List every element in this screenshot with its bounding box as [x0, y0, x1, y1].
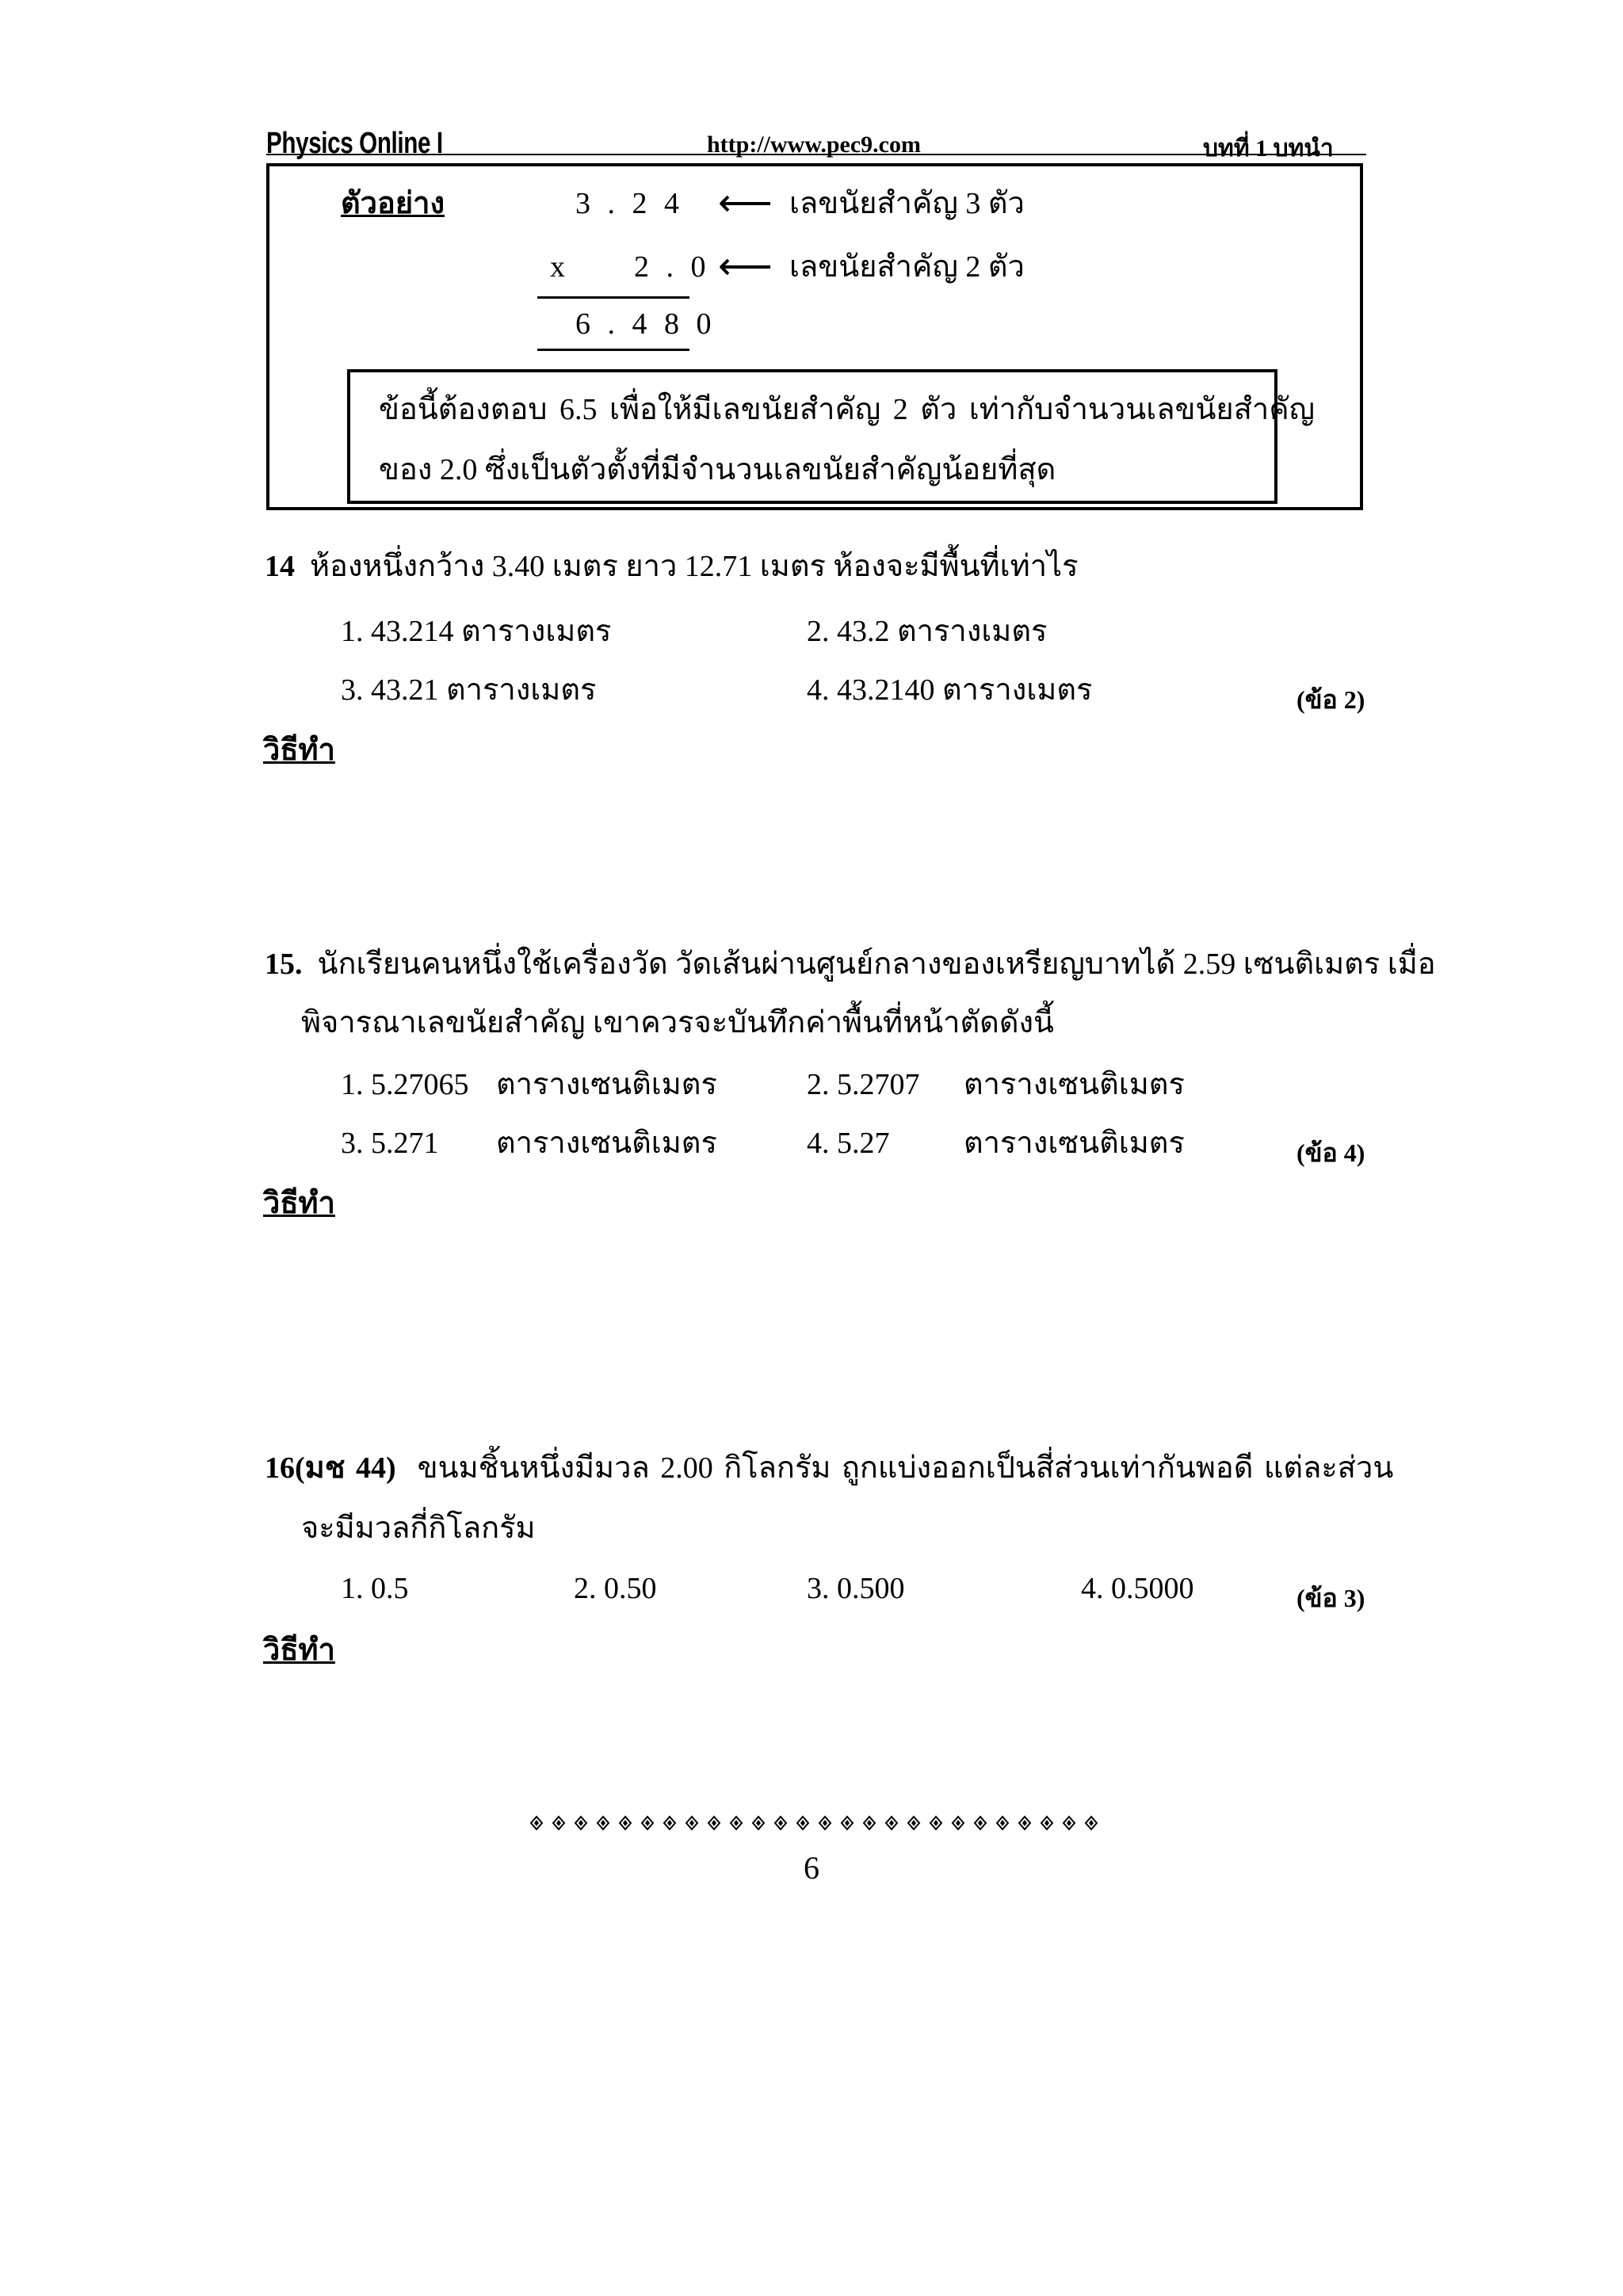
solution-label: วิธีทำ [263, 734, 335, 767]
question-number: 16(มช 44) [265, 1451, 396, 1485]
explanation-line-2: ของ 2.0 ซึ่งเป็นตัวตั้งที่มีจำนวนเลขนัยสำคัญน้อยที่สุด [379, 453, 1056, 486]
solution-label: วิธีทำ [263, 1187, 335, 1220]
ornament-diamond [775, 1817, 786, 1829]
question-text: นักเรียนคนหนึ่งใช้เครื่องวัด วัดเส้นผ่านศูนย์กลางของเหรียญบาทได้ 2.59 เซนติเมตร เมื่อ [317, 948, 1436, 981]
question-text-continued: จะมีมวลกี่กิโลกรัม [301, 1512, 536, 1545]
ornament-diamond [886, 1817, 897, 1829]
option-3: 3. 43.21 ตารางเมตร [341, 673, 597, 707]
left-arrow-icon: ⟵ [718, 181, 773, 225]
ornament-diamond [708, 1817, 720, 1829]
option-1-value: 1. 5.27065 [341, 1068, 469, 1101]
solution-label: วิธีทำ [263, 1634, 335, 1667]
calc-underline-bottom [537, 349, 689, 351]
question-16 [265, 1453, 1393, 1483]
option-4-unit: ตารางเซนติเมตร [964, 1127, 1185, 1160]
multiplicand: 3 . 2 4 [575, 187, 684, 220]
ornament-diamond [531, 1817, 542, 1829]
calc-underline-top [537, 296, 689, 299]
option-1-unit: ตารางเซนติเมตร [496, 1068, 717, 1101]
option-1: 1. 43.214 ตารางเมตร [341, 615, 612, 648]
ornament-diamond [953, 1817, 964, 1829]
question-number: 15. [265, 948, 303, 981]
option-2-unit: ตารางเซนติเมตร [964, 1068, 1185, 1101]
ornament-diamond [975, 1817, 986, 1829]
page-number: 6 [804, 1850, 819, 1886]
option-4: 4. 0.5000 [1081, 1572, 1194, 1605]
ornament-diamond [575, 1817, 586, 1829]
answer-key: (ข้อ 2) [1296, 685, 1365, 714]
ornament-diamond [598, 1817, 609, 1829]
option-4-value: 4. 5.27 [807, 1127, 890, 1160]
footer-ornament [526, 1814, 1106, 1832]
option-3-unit: ตารางเซนติเมตร [496, 1127, 717, 1160]
ornament-diamond [664, 1817, 675, 1829]
ornament-diamond [753, 1817, 764, 1829]
multiply-sign: x [550, 250, 565, 284]
option-3-value: 3. 5.271 [341, 1127, 439, 1160]
ornament-diamond [930, 1817, 941, 1829]
multiplier: 2 . 0 [634, 250, 711, 284]
ornament-diamond [1041, 1817, 1052, 1829]
ornament-diamond [553, 1817, 564, 1829]
ornament-diamond [1064, 1817, 1075, 1829]
ornament-diamond [731, 1817, 742, 1829]
question-text-continued: พิจารณาเลขนัยสำคัญ เขาควรจะบันทึกค่าพื้นที่หน้าตัดดังนี้ [301, 1006, 1055, 1039]
question-number: 14 [265, 550, 295, 583]
question-text: ห้องหนึ่งกว้าง 3.40 เมตร ยาว 12.71 เมตร ห้องจะมีพื้นที่เท่าไร [310, 550, 1079, 583]
sigfig-note-1: เลขนัยสำคัญ 3 ตัว [789, 187, 1025, 220]
ornament-diamond [842, 1817, 853, 1829]
header-chapter: บทที่ 1 บทนำ [1203, 135, 1334, 162]
header-rule [266, 154, 1366, 155]
option-3: 3. 0.500 [807, 1572, 905, 1605]
sigfig-note-2: เลขนัยสำคัญ 2 ตัว [789, 250, 1025, 284]
ornament-diamond [819, 1817, 831, 1829]
question-15 [265, 949, 1436, 979]
option-2-value: 2. 5.2707 [807, 1068, 920, 1101]
option-2: 2. 0.50 [574, 1572, 657, 1605]
ornament-diamond [908, 1817, 919, 1829]
left-arrow-icon: ⟵ [718, 244, 773, 288]
header-url: http://www.pec9.com [707, 132, 921, 158]
question-text: ขนมชิ้นหนึ่งมีมวล 2.00 กิโลกรัม ถูกแบ่งออกเป็นสี่ส่วนเท่ากันพอดี แต่ละส่วน [417, 1451, 1394, 1485]
ornament-diamond [1086, 1817, 1097, 1829]
header-title: Physics Online I [266, 127, 443, 160]
ornament-diamond [620, 1817, 631, 1829]
answer-key: (ข้อ 4) [1296, 1138, 1365, 1167]
product: 6 . 4 8 0 [575, 307, 716, 341]
explanation-line-1: ข้อนี้ต้องตอบ 6.5 เพื่อให้มีเลขนัยสำคัญ 2 ตัว เท่ากับจำนวนเลขนัยสำคัญ [379, 393, 1316, 426]
ornament-diamond [864, 1817, 875, 1829]
ornament-diamond [1019, 1817, 1030, 1829]
option-1: 1. 0.5 [341, 1572, 409, 1605]
answer-key: (ข้อ 3) [1296, 1584, 1365, 1612]
ornament-diamond [997, 1817, 1008, 1829]
option-4: 4. 43.2140 ตารางเมตร [807, 673, 1093, 707]
question-14 [265, 551, 1079, 582]
ornament-diamond [642, 1817, 653, 1829]
option-2: 2. 43.2 ตารางเมตร [807, 615, 1048, 648]
example-label: ตัวอย่าง [341, 187, 445, 220]
ornament-diamond [797, 1817, 808, 1829]
ornament-diamond [686, 1817, 697, 1829]
